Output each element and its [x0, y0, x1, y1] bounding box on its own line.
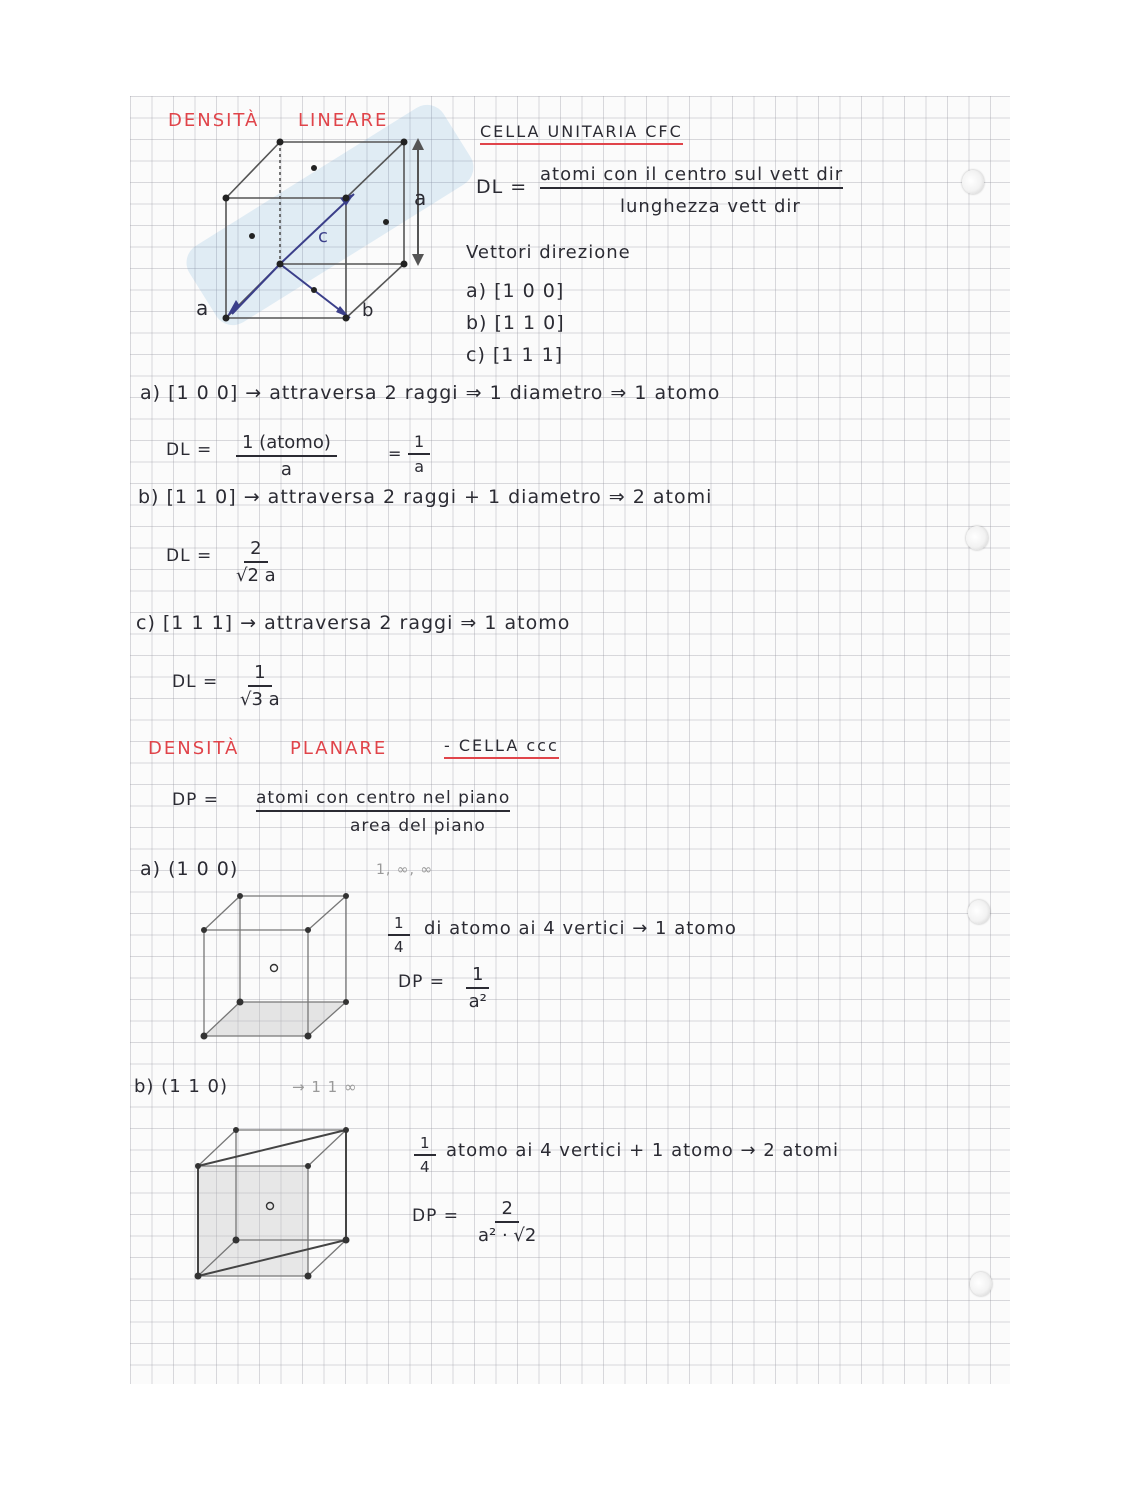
linear-title-word1: DENSITÀ — [168, 110, 260, 131]
fraction-numerator: 1 — [414, 1134, 436, 1156]
vector-item: c) [1 1 1] — [466, 344, 564, 366]
linear-item-a-dl: DL = — [166, 440, 213, 460]
planar-item-a-note: di atomo ai 4 vertici → 1 atomo — [424, 918, 737, 939]
planar-item-b-fraction — [478, 1198, 536, 1246]
linear-title-word2: LINEARE — [298, 110, 389, 131]
cell-title: CELLA UNITARIA CFC — [480, 122, 683, 145]
planar-item-a-label: a) (1 0 0) — [140, 858, 239, 880]
dl-label: DL = — [476, 176, 528, 198]
cube-label-a-top: a — [414, 186, 428, 210]
planar-item-b-dp: DP = — [412, 1206, 459, 1226]
fraction-numerator: 1 — [408, 432, 430, 455]
planar-item-b-intercepts: → 1 1 ∞ — [292, 1078, 358, 1096]
fraction-numerator: 2 — [244, 538, 267, 563]
linear-item-b-dl: DL = — [166, 546, 213, 566]
cube-label-b: b — [362, 300, 375, 321]
dp-numerator: atomi con centro nel piano — [256, 788, 510, 812]
vector-item: b) [1 1 0] — [466, 312, 565, 334]
dp-denominator: area del piano — [350, 816, 486, 836]
fraction-denominator: √2 a — [236, 565, 276, 586]
planar-item-b-note-fraction — [414, 1134, 436, 1176]
fraction-denominator: a² · √2 — [478, 1225, 537, 1246]
planar-title-word1: DENSITÀ — [148, 738, 240, 759]
planar-item-b-note: atomo ai 4 vertici + 1 atomo → 2 atomi — [446, 1140, 840, 1161]
linear-item-b-text: b) [1 1 0] → attraversa 2 raggi + 1 diametro ⇒ 2 atomi — [138, 486, 713, 508]
fraction-denominator: √3 a — [240, 689, 280, 710]
fraction-denominator: a — [414, 457, 424, 476]
fraction-numerator: 1 (atomo) — [236, 432, 337, 457]
fraction-numerator: 1 — [466, 964, 489, 989]
vector-item: a) [1 0 0] — [466, 280, 565, 302]
fraction-denominator: 4 — [420, 1158, 430, 1176]
linear-item-a-text: a) [1 0 0] → attraversa 2 raggi ⇒ 1 diametro ⇒ 1 atomo — [140, 382, 721, 404]
linear-item-c-text: c) [1 1 1] → attraversa 2 raggi ⇒ 1 atomo — [136, 612, 571, 634]
fraction-denominator: 4 — [394, 938, 404, 956]
planar-item-a-dp: DP = — [398, 972, 445, 992]
linear-item-c-dl: DL = — [172, 672, 219, 692]
planar-title-word2: PLANARE — [290, 738, 388, 759]
cube-label-c: c — [318, 226, 329, 247]
dl-denominator: lunghezza vett dir — [620, 196, 801, 217]
linear-item-a-eq: = — [388, 444, 403, 463]
fraction-numerator: 1 — [388, 914, 410, 936]
planar-item-b-label: b) (1 1 0) — [134, 1076, 229, 1097]
fraction-numerator: 1 — [248, 662, 271, 687]
planar-cell-label: - CELLA ccc — [444, 736, 559, 759]
dp-label: DP = — [172, 790, 219, 810]
fraction-denominator: a² — [468, 991, 487, 1012]
vectors-title: Vettori direzione — [466, 242, 631, 263]
fraction-numerator: 2 — [495, 1198, 518, 1223]
cube-label-a-bottom: a — [196, 296, 210, 320]
dl-numerator: atomi con il centro sul vett dir — [540, 164, 843, 189]
fraction-denominator: a — [280, 459, 292, 480]
planar-item-a-intercepts: 1, ∞, ∞ — [376, 862, 434, 878]
